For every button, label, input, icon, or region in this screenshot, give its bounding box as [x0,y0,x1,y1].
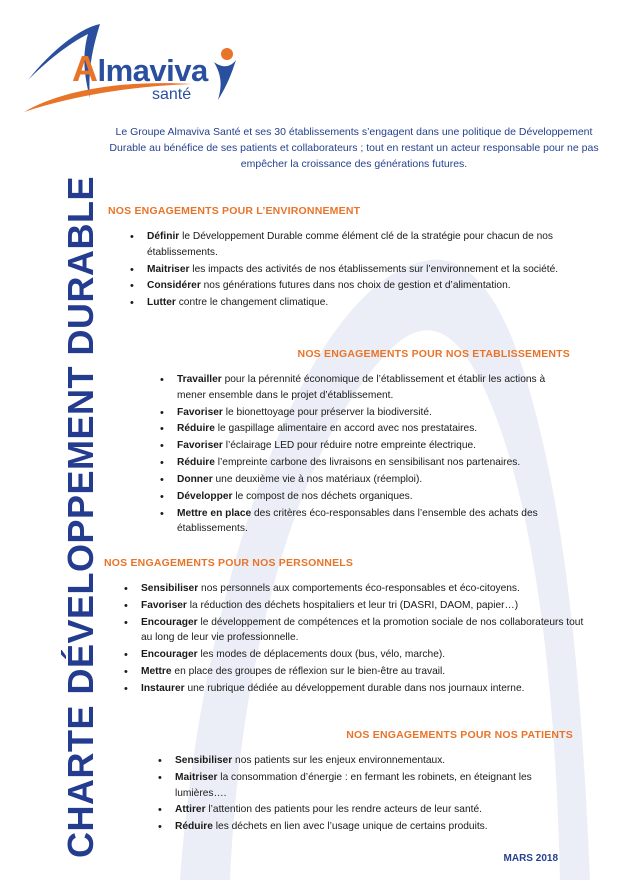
commitment-verb: Considérer [147,280,201,292]
commitment-text: une deuxième vie à nos matériaux (réemploi). [212,473,423,485]
commitment-text: nos personnels aux comportements éco-responsables et éco-citoyens. [198,583,520,594]
commitment-list [160,372,570,537]
section-heading: NOS ENGAGEMENTS POUR NOS PERSONNELS [104,557,354,569]
commitment-verb: Sensibiliser [175,755,233,766]
commitment-verb: Travailler [177,374,222,385]
brand-rest: lmaviva [97,53,208,88]
commitment-text: la réduction des déchets hospitaliers et leur tri (DASRI, DAOM, papier…) [186,599,519,611]
commitment-text: nos patients sur les enjeux environnementaux. [232,755,446,766]
brand-initial: A [72,48,98,89]
vertical-document-title: CHARTE DÉVELOPPEMENT DURABLE [60,175,101,858]
list-item [124,681,584,697]
list-item [130,229,568,261]
list-item [160,489,570,505]
commitment-text: en place des groupes de réflexion sur le bien-être au travail. [171,666,446,678]
list-item [160,455,570,471]
list-item [130,295,568,311]
commitment-verb: Maitriser [175,771,218,783]
commitment-list [108,229,568,311]
list-item [160,405,570,421]
list-item [130,262,568,278]
commitment-text: les modes de déplacements doux (bus, vélo, marche). [197,649,446,661]
brand-name [72,48,208,90]
commitment-verb: Encourager [141,649,198,661]
commitment-verb: Réduire [177,457,215,469]
list-item [158,802,573,818]
commitment-text: une rubrique dédiée au développement durable dans nos journaux interne. [184,682,525,694]
commitment-verb: Mettre [141,666,172,678]
commitment-text: le développement de compétences et la promotion sociale de nos collaborateurs tout au long de leur vie professionnelle. [141,616,584,644]
list-item [160,372,570,404]
commitment-verb: Donner [177,473,213,485]
commitment-list [104,581,584,697]
list-item [160,506,570,538]
commitment-text: contre le changement climatique. [175,297,329,309]
commitment-verb: Attirer [175,804,206,816]
commitment-verb: Favoriser [141,599,187,611]
section-establishments [160,348,570,538]
commitment-verb: Réduire [177,423,215,435]
commitment-text: nos générations futures dans nos choix de gestion et d’alimentation. [200,280,511,292]
section-patients [158,729,573,836]
section-environment [108,205,568,312]
commitment-verb: Réduire [175,821,213,833]
list-item [124,598,584,614]
commitment-verb: Maitriser [147,263,190,275]
commitment-verb: Lutter [147,297,176,309]
list-item [160,438,570,454]
commitment-text: le compost de nos déchets organiques. [232,490,413,502]
commitment-text: pour la pérennité économique de l’établissement et établir les actions à mener ensemble dans le projet d’établissement. [177,374,546,401]
commitment-verb: Mettre en place [177,507,252,519]
commitment-verb: Instaurer [141,682,185,694]
list-item [124,581,584,597]
section-personnel [104,557,584,698]
list-item [124,647,584,663]
commitment-verb: Développer [177,490,233,502]
document-date: MARS 2018 [503,853,558,864]
section-heading: NOS ENGAGEMENTS POUR NOS ETABLISSEMENTS [297,348,570,360]
commitment-text: des critères éco-responsables dans l’ensemble des achats des établissements. [177,507,538,535]
brand-subtitle: santé [152,86,192,103]
intro-paragraph: Le Groupe Almaviva Santé et ses 30 établissements s’engagent dans une politique de Développement Durable au bénéfice de ses patients et collaborateurs ; tout en restant un acteur responsable pour ne pas empêcher la croissance des générations futures. [109,126,599,170]
commitment-verb: Favoriser [177,440,223,452]
commitment-verb: Favoriser [177,406,223,418]
commitment-list [158,753,573,835]
commitment-text: le gaspillage alimentaire en accord avec nos prestataires. [214,423,478,435]
commitment-text: le Développement Durable comme élément clé de la stratégie pour chacun de nos établissements. [147,231,554,258]
list-item [160,421,570,437]
commitment-text: les impacts des activités de nos établissements sur l’environnement et la société. [189,263,559,275]
commitment-text: la consommation d’énergie : en fermant les robinets, en éteignant les lumières…. [175,771,532,799]
list-item [124,615,584,647]
commitment-text: l’empreinte carbone des livraisons en sensibilisant nos partenaires. [214,457,521,469]
commitment-text: l’éclairage LED pour réduire notre empreinte électrique. [222,440,477,452]
commitment-verb: Encourager [141,616,198,628]
commitment-text: le bionettoyage pour préserver la biodiversité. [222,406,432,418]
commitment-verb: Définir [147,231,180,242]
section-heading: NOS ENGAGEMENTS POUR NOS PATIENTS [346,729,573,741]
list-item [158,753,573,769]
list-item [124,664,584,680]
list-item [130,278,568,294]
list-item [160,472,570,488]
commitment-text: les déchets en lien avec l’usage unique de certains produits. [212,821,488,833]
list-item [158,770,573,802]
list-item [158,819,573,835]
commitment-verb: Sensibiliser [141,583,199,594]
section-heading: NOS ENGAGEMENTS POUR L’ENVIRONNEMENT [108,205,361,217]
commitment-text: l’attention des patients pour les rendre acteurs de leur santé. [205,804,482,816]
